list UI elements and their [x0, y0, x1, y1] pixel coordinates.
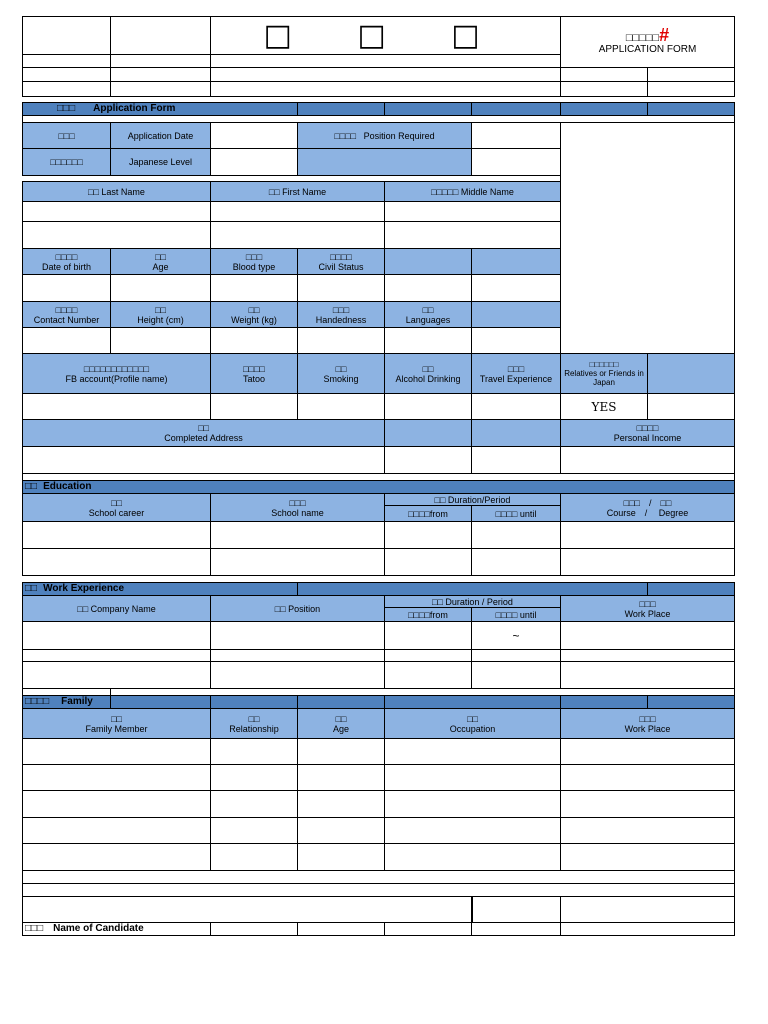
- tatoo-en: Tatoo: [242, 373, 266, 384]
- blank-field[interactable]: [471, 446, 561, 474]
- label-position-required: [297, 122, 472, 149]
- blank-cell[interactable]: [22, 81, 111, 97]
- occupation-ja: □□: [467, 713, 478, 724]
- member-ja: □□: [111, 713, 122, 724]
- civil-ja: □□□□: [330, 251, 352, 262]
- course-field[interactable]: [560, 548, 735, 576]
- weight-field[interactable]: [210, 327, 298, 354]
- family-work-place-field[interactable]: [560, 790, 735, 818]
- label-blank: [471, 301, 561, 328]
- tatoo-ja: □□□□: [243, 363, 265, 374]
- weight-en: Weight (kg): [231, 314, 277, 325]
- blank-cell[interactable]: [22, 883, 735, 897]
- form-number-label: □□□□□: [625, 31, 660, 44]
- header-cell[interactable]: [110, 16, 211, 55]
- candidate-name-field[interactable]: [210, 922, 298, 936]
- label-blank: [297, 148, 472, 176]
- label-relationship: [210, 708, 298, 739]
- alcohol-en: Alcohol Drinking: [395, 373, 461, 384]
- divider: [110, 695, 111, 709]
- candidate-en: Name of Candidate: [53, 923, 144, 934]
- date-of-birth-field[interactable]: [22, 274, 111, 302]
- family-age-field[interactable]: [297, 764, 385, 791]
- smoking-ja: □□: [335, 363, 347, 374]
- blank-field[interactable]: [471, 327, 561, 354]
- first-name-field-2[interactable]: [210, 221, 385, 249]
- relatives-field[interactable]: YES: [560, 393, 648, 420]
- until-field[interactable]: [471, 661, 561, 689]
- until-field[interactable]: ~: [471, 621, 561, 650]
- divider: [297, 695, 298, 709]
- divider: [647, 102, 648, 116]
- label-fb-account: [22, 353, 211, 394]
- member-en: Family Member: [85, 723, 148, 734]
- label-course-degree: [560, 493, 735, 522]
- fb-ja: □□□□□□□□□□□□: [83, 363, 150, 374]
- label-from: □□□□from: [384, 607, 472, 622]
- label-alcohol-drinking: [384, 353, 472, 394]
- label-handedness: [297, 301, 385, 328]
- blank-field[interactable]: [471, 274, 561, 302]
- blank-cell[interactable]: [110, 81, 211, 97]
- candidate-name-field[interactable]: [384, 922, 472, 936]
- dob-en: Date of birth: [41, 261, 92, 272]
- blank-cell[interactable]: [647, 81, 735, 97]
- last-name-field[interactable]: [22, 201, 211, 222]
- label-duration: □□ Duration / Period: [384, 595, 561, 608]
- candidate-name-field[interactable]: [560, 922, 735, 936]
- relation-ja: □□: [248, 713, 260, 724]
- label-age: [110, 248, 211, 275]
- fam-age-ja: □□: [335, 713, 347, 724]
- last-name-field-2[interactable]: [22, 221, 211, 249]
- photo-box[interactable]: [560, 122, 735, 354]
- course-ja: □□□ / □□: [623, 497, 672, 508]
- career-en: School career: [88, 507, 145, 518]
- relationship-field[interactable]: [210, 817, 298, 844]
- income-field[interactable]: [560, 446, 735, 474]
- income-ja: □□□□: [636, 423, 659, 433]
- until-field[interactable]: [471, 521, 561, 549]
- blank-cell[interactable]: [22, 54, 111, 68]
- label-japanese-level-ja: □□□□□□: [22, 148, 111, 176]
- position-ja: □□□□: [334, 130, 357, 141]
- alcohol-ja: □□: [422, 363, 434, 374]
- label-family-work-place: [560, 708, 735, 739]
- work-place-field[interactable]: [560, 661, 735, 689]
- label-application-date-en: Application Date: [110, 122, 211, 149]
- fam-place-ja: □□□: [639, 713, 656, 724]
- tatoo-field[interactable]: [210, 393, 298, 420]
- divider: [471, 102, 472, 116]
- contact-number-field[interactable]: [22, 327, 111, 354]
- height-ja: □□: [155, 304, 166, 315]
- occupation-field[interactable]: [384, 843, 561, 871]
- address-field[interactable]: [22, 446, 385, 474]
- from-field[interactable]: [384, 521, 472, 549]
- label-tatoo: [210, 353, 298, 394]
- height-en: Height (cm): [137, 314, 184, 325]
- handedness-field[interactable]: [297, 327, 385, 354]
- lang-en: Languages: [405, 314, 451, 325]
- section-header-family: [22, 695, 735, 709]
- candidate-name-field[interactable]: [297, 922, 385, 936]
- label-relatives-in-japan: [560, 353, 648, 394]
- family-work-place-field[interactable]: [560, 843, 735, 871]
- place-ja: □□□: [639, 598, 656, 609]
- address-ja: □□: [198, 423, 209, 433]
- fam-age-en: Age: [332, 723, 349, 734]
- age-ja: □□: [155, 251, 166, 262]
- blank-field[interactable]: [384, 274, 472, 302]
- blank-cell[interactable]: [647, 67, 735, 82]
- contact-ja: □□□□: [55, 304, 78, 315]
- section-header-education: [22, 480, 735, 494]
- label-civil-status: [297, 248, 385, 275]
- smoking-field[interactable]: [297, 393, 385, 420]
- label-height: [110, 301, 211, 328]
- blank-cell[interactable]: [110, 54, 211, 68]
- section-header-work: [22, 582, 735, 596]
- family-member-field[interactable]: [22, 817, 211, 844]
- label-duration: □□ Duration/Period: [384, 493, 561, 506]
- school-name-field[interactable]: [210, 521, 385, 549]
- contact-en: Contact Number: [33, 314, 100, 325]
- place-en: Work Place: [624, 608, 671, 619]
- family-work-place-field[interactable]: [560, 817, 735, 844]
- application-date-field[interactable]: [210, 122, 298, 149]
- travel-ja: □□□: [507, 363, 525, 374]
- income-en: Personal Income: [613, 433, 682, 443]
- dob-ja: □□□□: [55, 251, 78, 262]
- blank-cell[interactable]: [471, 896, 561, 923]
- section-label-en: Work Experience: [43, 583, 125, 594]
- divider: [647, 695, 648, 709]
- occupation-field[interactable]: [384, 790, 561, 818]
- occupation-field[interactable]: [384, 738, 561, 765]
- label-family-member: [22, 708, 211, 739]
- label-occupation: [384, 708, 561, 739]
- label-position: □□ Position: [210, 595, 385, 622]
- from-field[interactable]: [384, 548, 472, 576]
- occupation-field[interactable]: [384, 764, 561, 791]
- label-name-of-candidate: [22, 922, 211, 936]
- position-en: Position Required: [363, 130, 435, 141]
- family-member-field[interactable]: [22, 738, 211, 765]
- label-school-name: [210, 493, 385, 522]
- relationship-field[interactable]: [210, 764, 298, 791]
- section-label-ja: □□: [25, 481, 38, 492]
- civil-en: Civil Status: [318, 261, 364, 272]
- fb-account-field[interactable]: [22, 393, 211, 420]
- form-title: □ □ □: [210, 16, 561, 55]
- course-field[interactable]: [560, 521, 735, 549]
- languages-field[interactable]: [384, 327, 472, 354]
- label-first-name: □□ First Name: [210, 181, 385, 202]
- section-label-en: Education: [43, 481, 92, 492]
- form-number-box: [560, 16, 735, 68]
- age-en: Age: [152, 261, 169, 272]
- blank-cell[interactable]: [210, 54, 561, 68]
- label-blood-type: [210, 248, 298, 275]
- company-field[interactable]: [22, 621, 211, 650]
- civil-status-field[interactable]: [297, 274, 385, 302]
- blank-cell[interactable]: [22, 896, 473, 923]
- family-age-field[interactable]: [297, 790, 385, 818]
- family-member-field[interactable]: [22, 790, 211, 818]
- label-languages: [384, 301, 472, 328]
- divider: [210, 695, 211, 709]
- position-field[interactable]: [210, 661, 385, 689]
- career-ja: □□: [111, 497, 122, 508]
- address-en: Completed Address: [164, 433, 243, 443]
- label-until: □□□□ until: [471, 505, 561, 522]
- relationship-field[interactable]: [210, 843, 298, 871]
- alcohol-field[interactable]: [384, 393, 472, 420]
- family-member-field[interactable]: [22, 764, 211, 791]
- blank-cell[interactable]: [22, 67, 111, 82]
- label-weight: [210, 301, 298, 328]
- label-blank: [384, 248, 472, 275]
- relatives-ja: □□□□□□: [589, 360, 619, 369]
- blank-cell[interactable]: [560, 896, 735, 923]
- from-field[interactable]: [384, 661, 472, 689]
- position-field[interactable]: [210, 621, 385, 650]
- occupation-en: Occupation: [449, 723, 496, 734]
- label-blank: [647, 353, 735, 394]
- course-en: Course / Degree: [606, 507, 689, 518]
- section-header-application: [22, 102, 735, 116]
- occupation-field[interactable]: [384, 817, 561, 844]
- label-family-age: [297, 708, 385, 739]
- divider: [384, 102, 385, 116]
- label-middle-name: □□□□□ Middle Name: [384, 181, 561, 202]
- label-last-name: □□ Last Name: [22, 181, 211, 202]
- hand-ja: □□□: [332, 304, 350, 315]
- label-date-of-birth: [22, 248, 111, 275]
- header-cell[interactable]: [22, 16, 111, 55]
- blood-en: Blood type: [232, 261, 276, 272]
- smoking-en: Smoking: [323, 373, 359, 384]
- label-blank: [471, 248, 561, 275]
- blank-cell[interactable]: [560, 67, 648, 82]
- family-age-field[interactable]: [297, 843, 385, 871]
- middle-name-field-2[interactable]: [384, 221, 561, 249]
- blank-cell[interactable]: [22, 870, 735, 884]
- school-career-field[interactable]: [22, 548, 211, 576]
- age-field[interactable]: [110, 274, 211, 302]
- blank-cell[interactable]: [110, 67, 211, 82]
- section-label-en: Family: [61, 696, 93, 707]
- blood-ja: □□□: [245, 251, 263, 262]
- divider: [297, 582, 298, 596]
- label-application-date-ja: □□□: [22, 122, 111, 149]
- divider: [647, 582, 648, 596]
- form-name: APPLICATION FORM: [598, 43, 697, 55]
- label-work-place: [560, 595, 735, 622]
- blood-type-field[interactable]: [210, 274, 298, 302]
- section-label-ja: □□: [25, 583, 38, 594]
- label-smoking: [297, 353, 385, 394]
- label-personal-income: [560, 419, 735, 447]
- label-from: □□□□from: [384, 505, 472, 522]
- middle-name-field[interactable]: [384, 201, 561, 222]
- form-number-mark: #: [659, 24, 670, 45]
- family-age-field[interactable]: [297, 817, 385, 844]
- label-company-name: □□ Company Name: [22, 595, 211, 622]
- relation-en: Relationship: [229, 723, 279, 734]
- school-name-field[interactable]: [210, 548, 385, 576]
- lang-ja: □□: [422, 304, 434, 315]
- candidate-name-field[interactable]: [471, 922, 561, 936]
- family-work-place-field[interactable]: [560, 738, 735, 765]
- family-age-field[interactable]: [297, 738, 385, 765]
- divider: [297, 102, 298, 116]
- family-work-place-field[interactable]: [560, 764, 735, 791]
- section-label-ja: □□□: [57, 103, 76, 114]
- divider: [560, 102, 561, 116]
- blank-cell[interactable]: [560, 81, 648, 97]
- until-field[interactable]: [471, 548, 561, 576]
- blank-cell[interactable]: [210, 67, 561, 82]
- school-ja: □□□: [289, 497, 306, 508]
- label-school-career: [22, 493, 211, 522]
- divider: [560, 695, 561, 709]
- label-blank: [471, 419, 561, 447]
- label-blank: [384, 419, 472, 447]
- blank-cell[interactable]: [210, 81, 561, 97]
- school-en: School name: [271, 507, 324, 518]
- hand-en: Handedness: [315, 314, 367, 325]
- label-completed-address: [22, 419, 385, 447]
- height-field[interactable]: [110, 327, 211, 354]
- label-japanese-level-en: Japanese Level: [110, 148, 211, 176]
- company-field[interactable]: [22, 661, 211, 689]
- fb-en: FB account(Profile name): [65, 373, 168, 384]
- weight-ja: □□: [248, 304, 260, 315]
- relationship-field[interactable]: [210, 790, 298, 818]
- candidate-ja: □□□: [25, 923, 44, 934]
- blank-field[interactable]: [384, 446, 472, 474]
- travel-en: Travel Experience: [479, 373, 553, 384]
- blank-field[interactable]: [471, 148, 561, 176]
- japanese-level-field[interactable]: [210, 148, 298, 176]
- section-label-ja: □□□□: [25, 696, 50, 707]
- fam-place-en: Work Place: [624, 723, 671, 734]
- from-field[interactable]: [384, 621, 472, 650]
- work-place-field[interactable]: [560, 621, 735, 650]
- first-name-field[interactable]: [210, 201, 385, 222]
- relatives-en: Relatives or Friends in Japan: [564, 369, 644, 387]
- relationship-field[interactable]: [210, 738, 298, 765]
- position-required-field[interactable]: [471, 122, 561, 149]
- school-career-field[interactable]: [22, 521, 211, 549]
- divider: [384, 695, 385, 709]
- family-member-field[interactable]: [22, 843, 211, 871]
- blank-field[interactable]: [647, 393, 735, 420]
- label-until: □□□□ until: [471, 607, 561, 622]
- section-label-en: Application Form: [93, 103, 176, 114]
- travel-field[interactable]: [471, 393, 561, 420]
- label-contact-number: [22, 301, 111, 328]
- label-travel-experience: [471, 353, 561, 394]
